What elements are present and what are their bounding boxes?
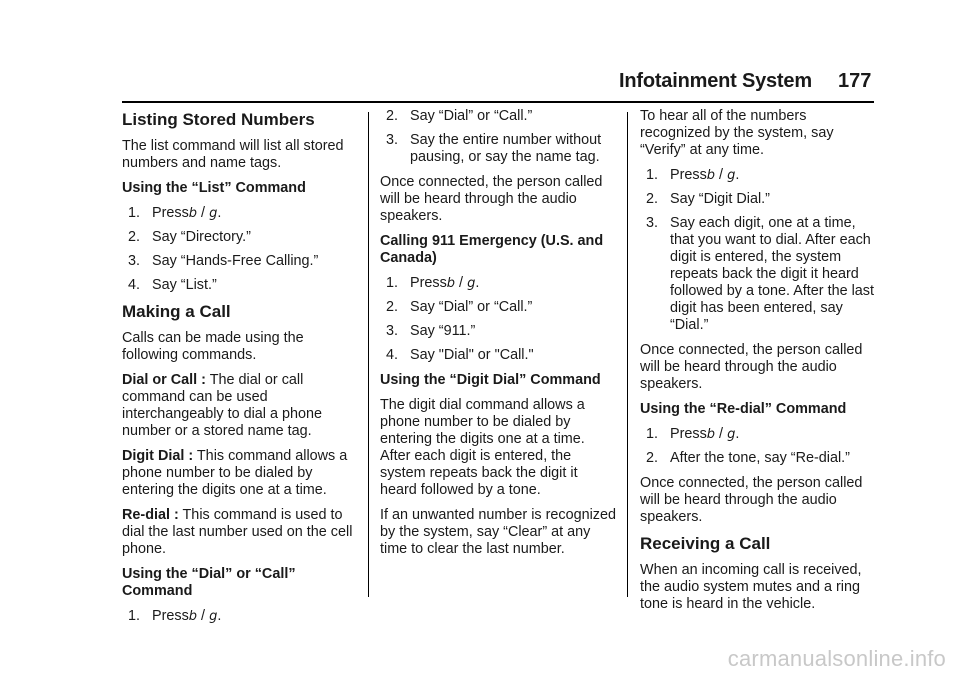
list-step-2: 2. Say “Directory.” xyxy=(128,229,251,245)
connected-text: Once connected, the person called will be heard through the audio speakers. xyxy=(640,342,863,392)
list-step-4: 4. Say “List.” xyxy=(128,277,217,293)
re-dial-command-heading: Using the “Re-dial” Command xyxy=(640,401,847,417)
connected-text-2: Once connected, the person called will be heard through the audio speakers. xyxy=(640,475,863,525)
re-dial-paragraph: Re-dial : This command is used to dial the last number used on the cell phone. xyxy=(122,507,353,557)
re-dial-steps xyxy=(640,426,876,467)
digit-dial-paragraph: Digit Dial : This command allows a phone number to be dialed by entering the digits one at a time. xyxy=(122,448,348,498)
heading-receiving-a-call: Receiving a Call xyxy=(640,534,771,553)
dial-step-3: 3. Say the entire number without pausing, or say the name tag. xyxy=(386,132,602,165)
push-to-talk-icon: b xyxy=(188,206,198,221)
column-1 xyxy=(122,108,358,633)
header-rule xyxy=(122,101,874,103)
phone-icon: g xyxy=(727,168,736,183)
push-to-talk-icon: b xyxy=(446,276,456,291)
phone-icon: g xyxy=(209,206,218,221)
phone-icon: g xyxy=(727,427,736,442)
receiving-text: When an incoming call is received, the audio system mutes and a ring tone is heard in the vehicle. xyxy=(640,562,862,612)
emergency-step-3: 3. Say “911.” xyxy=(386,323,476,339)
list-step-3: 3. Say “Hands-Free Calling.” xyxy=(128,253,319,269)
digit-step-3: 3. Say each digit, one at a time, that you want to dial. After each digit is entered, the system repeats back the digit it heard followed by a tone. After the last digit has been entered, say “Dial.” xyxy=(646,215,874,333)
connected-text: Once connected, the person called will be heard through the audio speakers. xyxy=(380,174,603,224)
digit-dial-steps xyxy=(640,167,876,334)
digit-step-2: 2. Say “Digit Dial.” xyxy=(646,191,770,207)
list-command-steps xyxy=(122,205,358,294)
dial-command-steps-part2 xyxy=(380,108,616,166)
making-text: Calls can be made using the following commands. xyxy=(122,330,304,363)
page-number: 177 xyxy=(838,70,872,92)
push-to-talk-icon: b xyxy=(706,427,716,442)
digit-dial-command-heading: Using the “Digit Dial” Command xyxy=(380,372,601,388)
column-divider-2 xyxy=(627,112,628,597)
digit-dial-command-text: The digit dial command allows a phone number to be dialed by entering the digits one at a time. After each digit is entered, the system repeats back the digit it heard followed by a tone. xyxy=(380,397,585,498)
column-2 xyxy=(380,108,616,566)
heading-making-a-call: Making a Call xyxy=(122,302,231,321)
unwanted-number-text: If an unwanted number is recognized by the system, say “Clear” at any time to clear the last number. xyxy=(380,507,616,557)
listing-text: The list command will list all stored numbers and name tags. xyxy=(122,138,344,171)
dial-step-1: 1. Pressb / g. xyxy=(128,608,222,624)
push-to-talk-icon: b xyxy=(706,168,716,183)
list-command-heading: Using the “List” Command xyxy=(122,180,306,196)
column-3 xyxy=(640,108,876,621)
heading-listing-stored-numbers: Listing Stored Numbers xyxy=(122,110,315,129)
redial-step-1: 1. Pressb / g. xyxy=(646,426,740,442)
list-step-1: 1. Pressb / g. xyxy=(128,205,222,221)
dial-command-steps-part1 xyxy=(122,608,358,625)
emergency-step-4: 4. Say "Dial" or "Call." xyxy=(386,347,534,363)
redial-step-2: 2. After the tone, say “Re-dial.” xyxy=(646,450,850,466)
emergency-heading: Calling 911 Emergency (U.S. and Canada) xyxy=(380,233,604,266)
column-divider-1 xyxy=(368,112,369,597)
emergency-step-2: 2. Say “Dial” or “Call.” xyxy=(386,299,533,315)
verify-text: To hear all of the numbers recognized by the system, say “Verify” at any time. xyxy=(640,108,834,158)
phone-icon: g xyxy=(209,609,218,624)
phone-icon: g xyxy=(467,276,476,291)
section-title: Infotainment System xyxy=(619,70,812,92)
emergency-step-1: 1. Pressb / g. xyxy=(386,275,480,291)
dial-step-2: 2. Say “Dial” or “Call.” xyxy=(386,108,533,124)
dial-command-heading: Using the “Dial” or “Call” Command xyxy=(122,566,296,599)
digit-step-1: 1. Pressb / g. xyxy=(646,167,740,183)
dial-or-call-paragraph: Dial or Call : The dial or call command can be used interchangeably to dial a phone number or a stored name tag. xyxy=(122,372,323,439)
watermark: carmanualsonline.info xyxy=(727,646,946,671)
emergency-steps xyxy=(380,275,616,364)
push-to-talk-icon: b xyxy=(188,609,198,624)
